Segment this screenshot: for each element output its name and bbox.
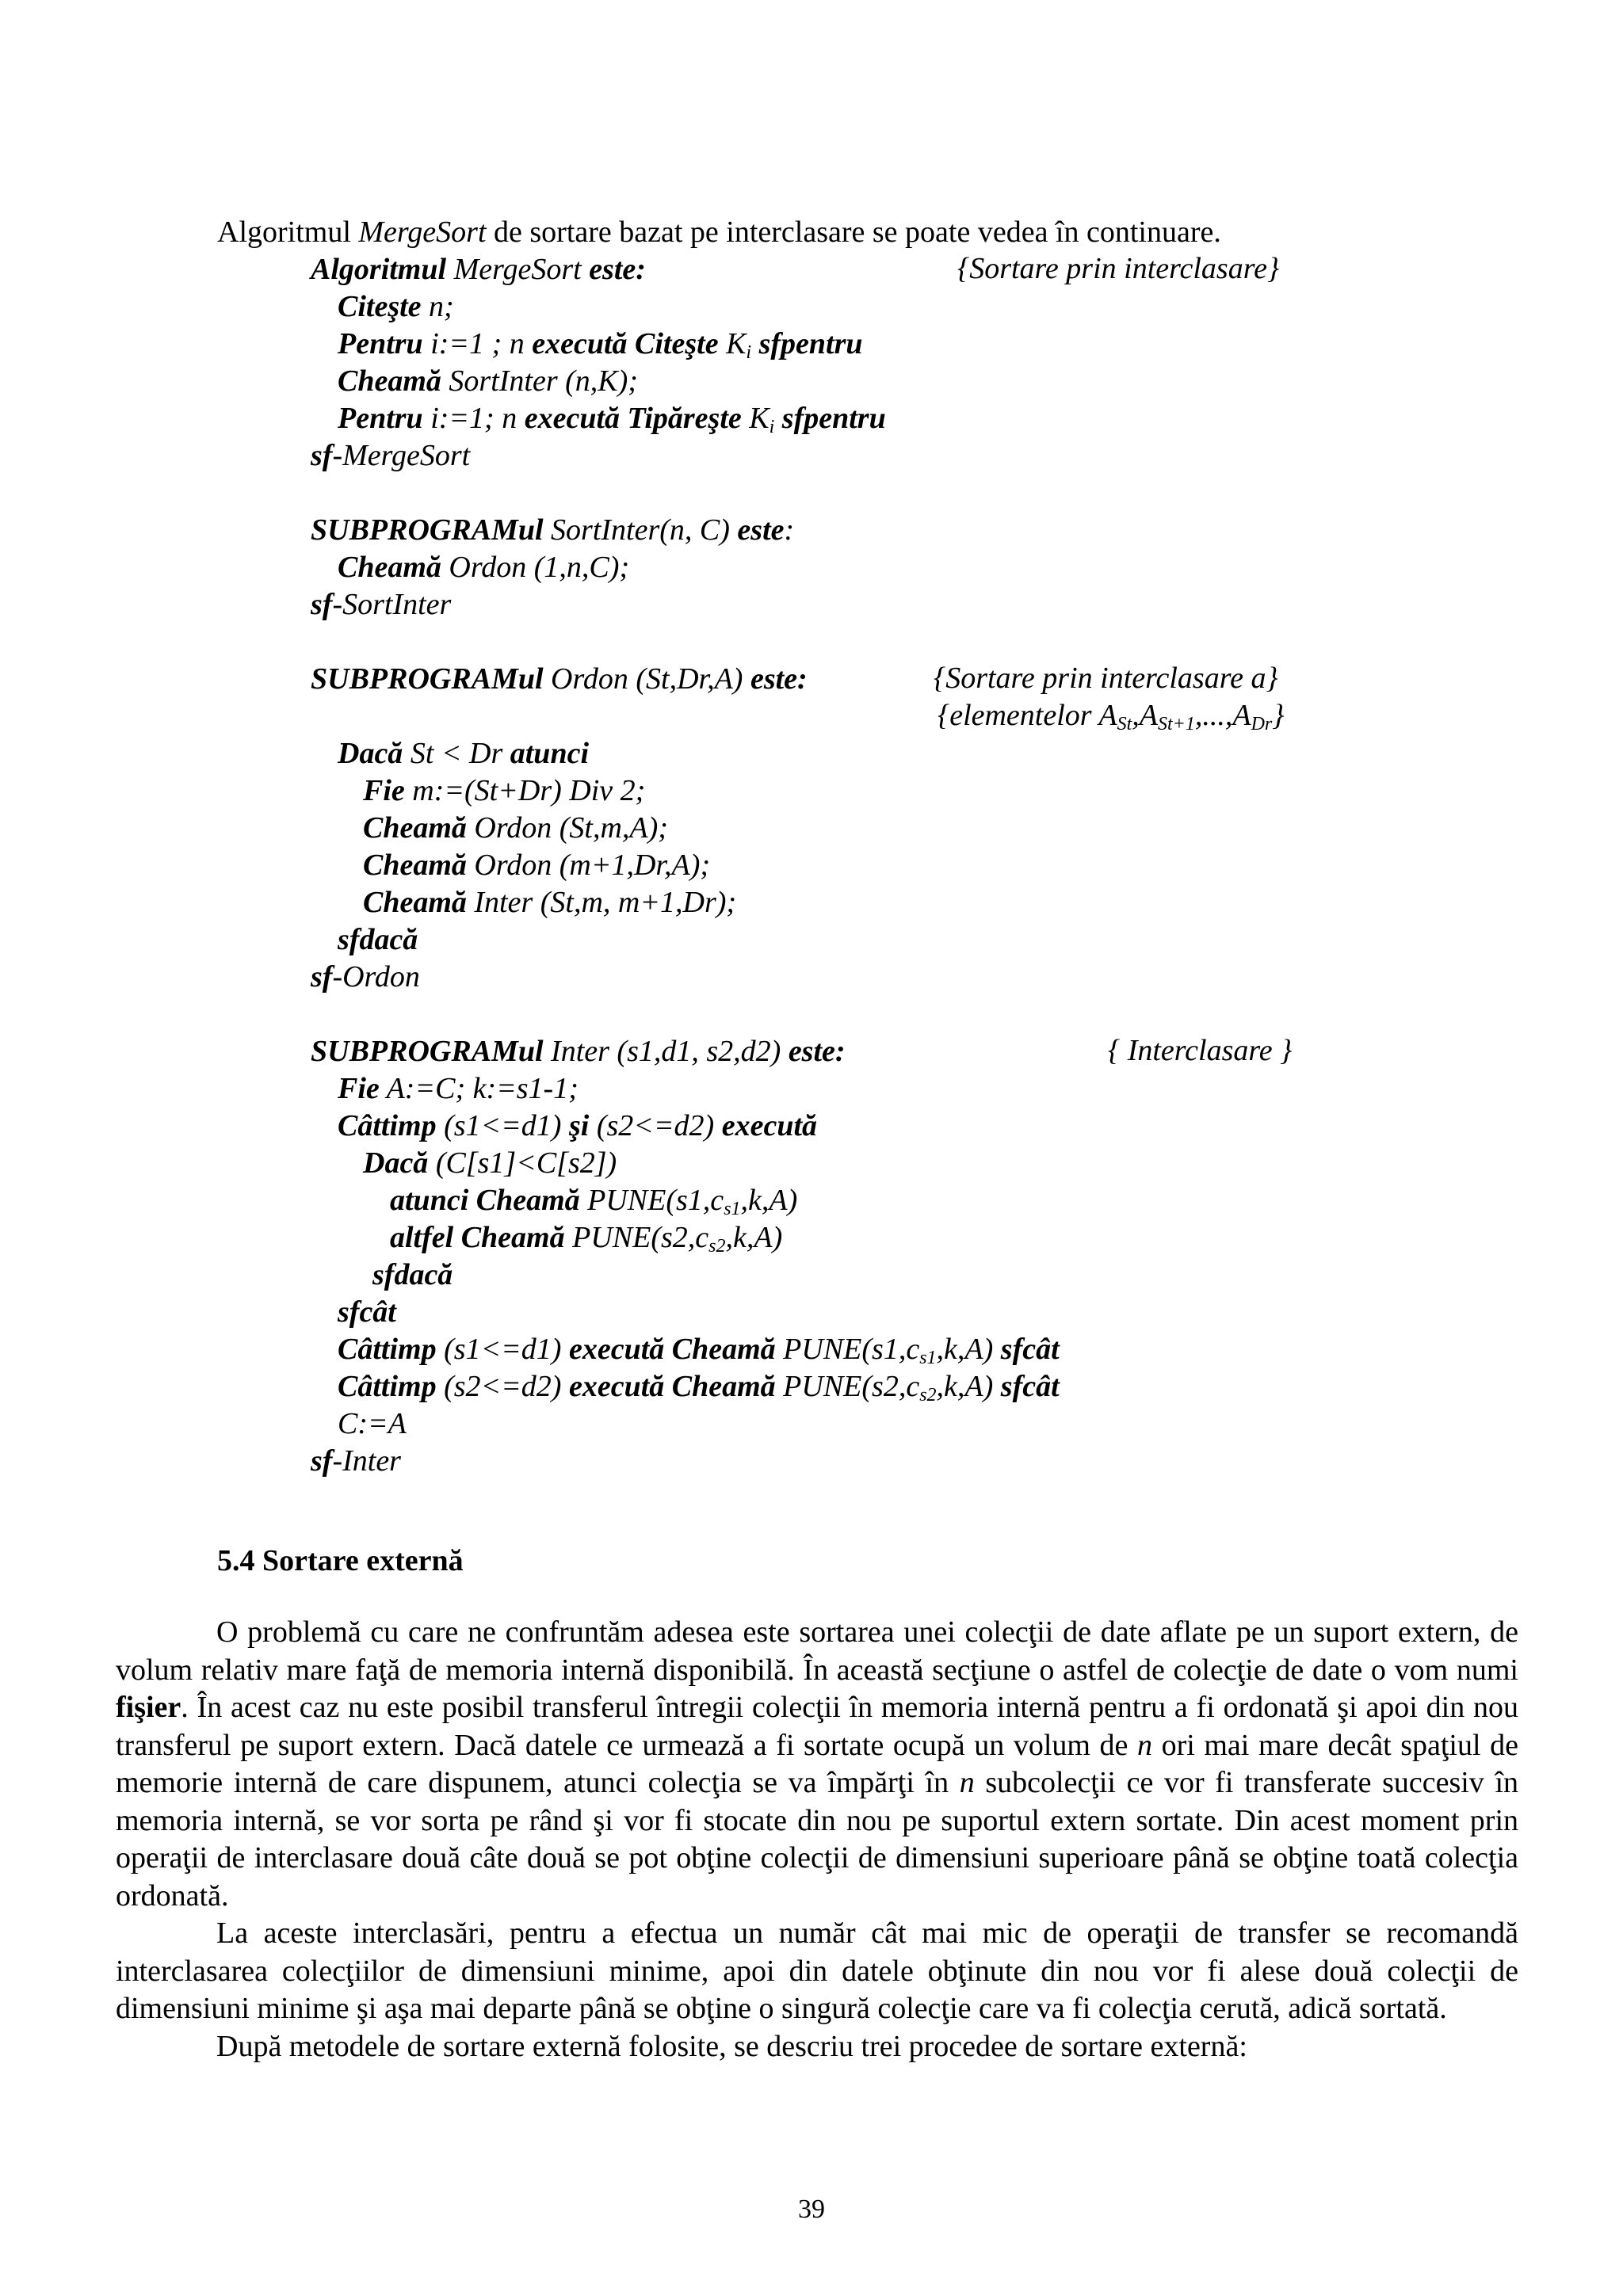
keyword: sfpentru	[774, 402, 886, 435]
section-heading: 5.4 Sortare externă	[217, 1544, 464, 1577]
keyword: execută Cheamă	[568, 1370, 776, 1403]
paragraph-1	[116, 1614, 1518, 1915]
body-text	[116, 1614, 1518, 2065]
inter-header	[311, 1033, 846, 1070]
keyword: sf	[311, 439, 333, 472]
keyword: Tipăreşte	[620, 402, 742, 435]
code-line	[363, 810, 668, 846]
inter-comment: { Interclasare }	[1108, 1034, 1293, 1067]
keyword: Dacă	[338, 737, 403, 770]
code-line	[338, 400, 886, 437]
code-line	[363, 847, 710, 883]
code-text: SortInter(n, C)	[543, 513, 738, 547]
code-line: sfdacă	[338, 923, 418, 956]
keyword: Cheamă	[363, 811, 467, 845]
code-text: :	[784, 513, 795, 547]
code-text: i:=1; n	[422, 402, 525, 435]
keyword: Pentru	[338, 402, 423, 435]
intro-sentence	[217, 214, 1221, 250]
code-text: PUNE(s1,c	[579, 1184, 724, 1217]
keyword: sfcât	[1000, 1370, 1060, 1403]
subscript: i	[769, 417, 775, 437]
comment-text: }	[1272, 699, 1285, 732]
code-text: Ordon (m+1,Dr,A);	[466, 849, 711, 882]
keyword: execută	[721, 1109, 818, 1142]
comment-text: {elementelor A	[938, 699, 1117, 732]
keyword: sf	[311, 588, 333, 621]
code-line	[338, 288, 454, 325]
intro-text: Algoritmul	[217, 215, 359, 249]
paragraph-text: O problemă cu care ne confruntăm adesea este sortarea unei colecţii de date aflate pe un suport extern, de volum relativ mare faţă de memoria internă disponibilă. În această secţiune o astfel de colecţie de date o vom numi	[116, 1615, 1518, 1687]
code-text: -Inter	[332, 1444, 401, 1478]
sortinter-end	[311, 586, 451, 623]
keyword: Câttimp	[338, 1370, 437, 1403]
mergesort-comment: {Sortare prin interclasare}	[957, 252, 1280, 285]
keyword: este:	[589, 253, 646, 286]
keyword: execută Cheamă	[568, 1333, 776, 1366]
comment-text: ,...,A	[1194, 699, 1251, 732]
keyword: atunci	[510, 737, 589, 770]
keyword: Algoritmul	[311, 253, 447, 286]
keyword: Dacă	[363, 1146, 429, 1180]
code-text: St < Dr	[403, 737, 510, 770]
italic-variable: n	[1136, 1728, 1152, 1762]
keyword: Câttimp	[338, 1333, 437, 1366]
keyword: sfcât	[1000, 1333, 1060, 1366]
code-text: Inter (St,m, m+1,Dr);	[466, 886, 737, 919]
keyword: Cheamă	[363, 849, 467, 882]
code-line	[390, 1219, 782, 1256]
code-line: C:=A	[338, 1407, 407, 1440]
code-line	[363, 772, 645, 809]
code-text: (s1<=d1)	[436, 1333, 569, 1366]
keyword: Citeşte	[635, 327, 719, 360]
code-line	[363, 884, 736, 921]
code-text: SortInter (n,K);	[441, 364, 638, 398]
subscript: s2	[708, 1236, 726, 1257]
code-text: Ordon (St,m,A);	[466, 811, 668, 845]
code-line	[338, 1368, 1060, 1405]
code-text: (C[s1]<C[s2])	[428, 1146, 617, 1180]
code-text: PUNE(s2,c	[775, 1370, 920, 1403]
code-line	[338, 326, 863, 362]
keyword: sfpentru	[751, 327, 863, 360]
code-text: -SortInter	[332, 588, 452, 621]
code-text: ,k,A)	[936, 1370, 1001, 1403]
code-text: ,k,A)	[740, 1184, 798, 1217]
keyword: execută	[524, 402, 621, 435]
keyword: Fie	[363, 774, 405, 807]
subscript: St+1	[1157, 714, 1195, 734]
keyword: Cheamă	[363, 886, 467, 919]
subscript: i	[746, 342, 752, 363]
keyword: atunci Cheamă	[390, 1184, 580, 1217]
keyword: sf	[311, 1444, 333, 1478]
keyword: este:	[788, 1035, 846, 1068]
code-text: -Ordon	[332, 960, 420, 994]
inter-end	[311, 1443, 401, 1479]
code-text: -MergeSort	[332, 439, 471, 472]
code-text: PUNE(s1,c	[775, 1333, 920, 1366]
code-line	[338, 549, 629, 585]
code-text: Ordon (1,n,C);	[441, 551, 630, 584]
code-text: (s1<=d1)	[436, 1109, 569, 1142]
code-text: ,k,A)	[936, 1333, 1001, 1366]
code-line: sfcât	[338, 1295, 396, 1329]
keyword: este	[737, 513, 785, 547]
keyword: execută	[532, 327, 628, 360]
intro-text-end: de sortare bazat pe interclasare se poate vedea în continuare.	[486, 215, 1221, 249]
intro-algorithm-name: MergeSort	[358, 215, 487, 249]
keyword: SUBPROGRAMul	[311, 513, 544, 547]
subscript: St	[1117, 714, 1132, 734]
code-line	[338, 735, 589, 772]
ordon-header	[311, 661, 808, 697]
sortinter-header	[311, 512, 794, 548]
subscript: s2	[919, 1385, 937, 1405]
ordon-comment-2	[938, 698, 1284, 733]
keyword: SUBPROGRAMul	[311, 1035, 544, 1068]
code-text	[628, 327, 636, 360]
mergesort-header	[311, 251, 646, 288]
code-text: i:=1 ; n	[422, 327, 533, 360]
keyword: SUBPROGRAMul	[311, 662, 544, 696]
code-line: sfdacă	[372, 1258, 453, 1291]
bold-term: fişier	[116, 1691, 181, 1724]
code-text: K	[741, 402, 769, 435]
page-number: 39	[798, 2195, 825, 2224]
keyword: altfel Cheamă	[390, 1221, 565, 1254]
code-line	[338, 1331, 1060, 1367]
keyword: este:	[750, 662, 808, 696]
keyword: Cheamă	[338, 551, 441, 584]
subscript: s1	[724, 1199, 741, 1219]
keyword: Cheamă	[338, 364, 441, 398]
code-text: m:=(St+Dr) Div 2;	[404, 774, 646, 807]
code-text: (s2<=d2)	[589, 1109, 722, 1142]
keyword: şi	[568, 1109, 590, 1142]
italic-variable: n	[959, 1766, 975, 1799]
keyword: Pentru	[338, 327, 423, 360]
code-text: (s2<=d2)	[436, 1370, 569, 1403]
keyword: Câttimp	[338, 1109, 437, 1142]
subscript: s1	[919, 1348, 937, 1368]
code-text: n;	[421, 290, 454, 323]
code-line	[363, 1145, 617, 1181]
paragraph-2: La aceste interclasări, pentru a efectua un număr cât mai mic de operaţii de transfer se recomandă interclasarea colecţiilor de dimensiuni minime, apoi din datele obţinute din nou vor fi alese două colecţii de dimensiuni minime şi aşa mai departe până se obţine o singură colecţie care va fi colecţia cerută, adică sortată.	[116, 1917, 1518, 2025]
ordon-end	[311, 959, 420, 995]
code-text: Inter (s1,d1, s2,d2)	[543, 1035, 789, 1068]
code-text: PUNE(s2,c	[564, 1221, 709, 1254]
mergesort-end	[311, 437, 470, 474]
code-line	[338, 363, 638, 399]
keyword: Fie	[338, 1072, 380, 1105]
paragraph-text: . În acest caz nu este posibil transferul întregii colecţii în memoria internă pentru a fi ordonată şi apoi din nou transferul pe suport extern. Dacă datele ce urmează a fi sortate ocupă un volum de	[116, 1691, 1518, 1762]
keyword: Citeşte	[338, 290, 422, 323]
code-text: K	[718, 327, 747, 360]
code-text: A:=C; k:=s1-1;	[379, 1072, 579, 1105]
paragraph-3: După metodele de sortare externă folosite, se descriu trei procedee de sortare externă:	[216, 2029, 1247, 2063]
paragraph-text: ori mai mare decât spaţiul de memorie internă de care dispunem, atunci colecţia se va împărţi în	[116, 1728, 1518, 1799]
paragraph-text: subcolecţii ce vor fi transferate succesiv în memoria internă, se vor sorta pe rând şi vor fi stocate din nou pe suportul extern sortate. Din acest moment prin operaţii de interclasare două câte două se pot obţine colecţii de dimensiuni superioare până se obţine toată colecţia ordonată.	[116, 1766, 1519, 1913]
code-text: ,k,A)	[725, 1221, 783, 1254]
code-text: Ordon (St,Dr,A)	[543, 662, 750, 696]
keyword: sf	[311, 960, 333, 994]
code-line	[338, 1070, 579, 1107]
code-line	[390, 1182, 797, 1219]
code-line	[338, 1108, 817, 1144]
algorithm-name: MergeSort	[446, 253, 590, 286]
ordon-comment-1: {Sortare prin interclasare a}	[934, 662, 1278, 695]
comment-text: ,A	[1132, 699, 1158, 732]
subscript: Dr	[1251, 714, 1273, 734]
